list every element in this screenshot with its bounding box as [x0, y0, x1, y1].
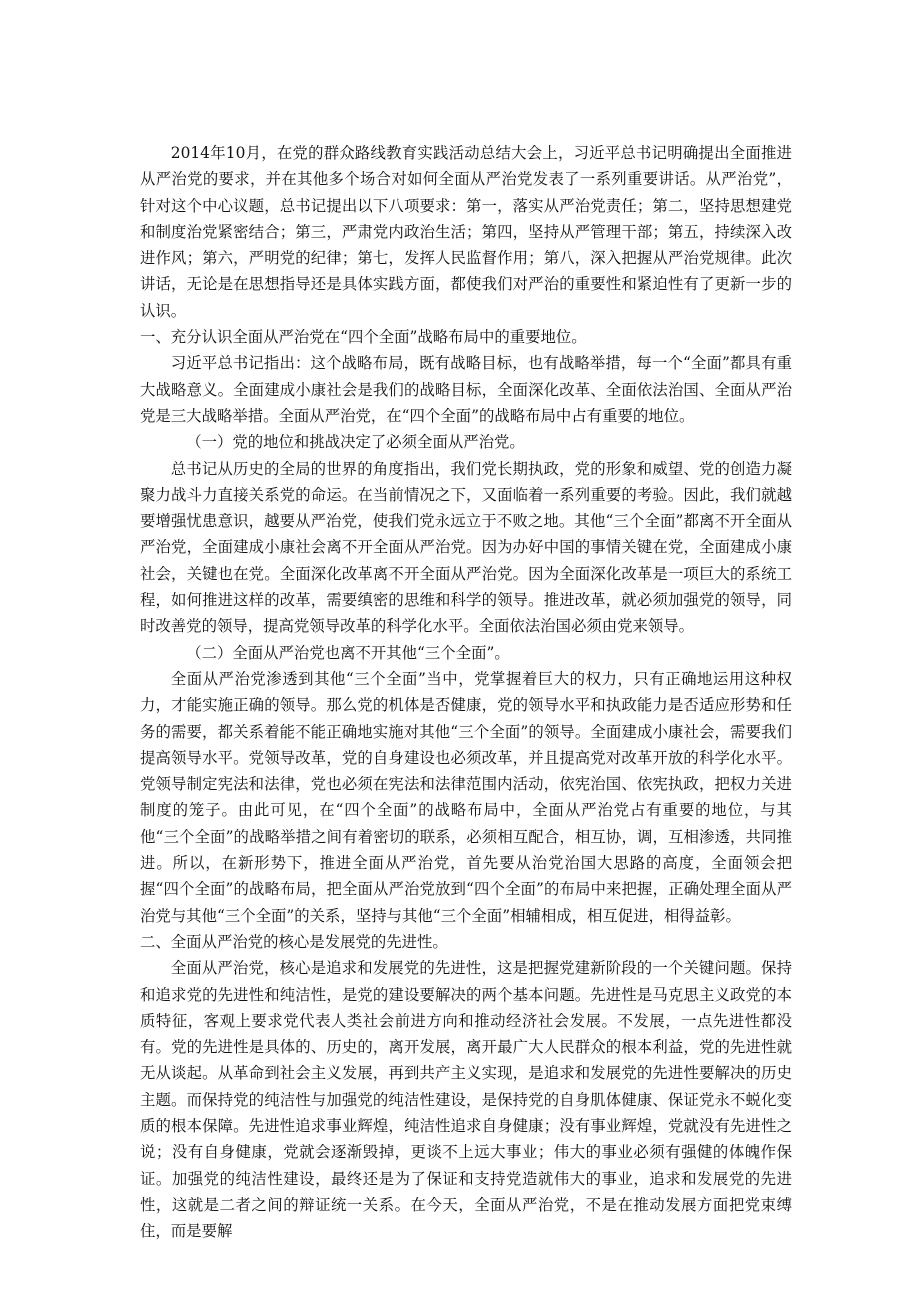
body-paragraph: 全面从严治党，核心是追求和发展党的先进性，这是把握党建新阶段的一个关键问题。保持和追求党的先进性和纯洁性，是党的建设要解决的两个基本问题。先进性是马克思主义政党的本质特征，客观上要求党代表人类社会前进方向和推动经济社会发展。不发展，一点先进性都没有。党的先进性是具体的、历史的，离开发展，离开最广大人民群众的根本利益，党的先进性就无从谈起。从革命到社会主义发展，再到共产主义实现，是追求和发展党的先进性要解决的历史主题。而保持党的纯洁性与加强党的纯洁性建设，是保持党的自身肌体健康、保证党永不蜕化变质的根本保障。先进性追求事业辉煌，纯洁性追求自身健康；没有事业辉煌，党就没有先进性之说；没有自身健康，党就会逐渐毁掉，更谈不上远大事业；伟大的事业必须有强健的体魄作保证。加强党的纯洁性建设，最终还是为了保证和支持党造就伟大的事业，追求和发展党的先进性，这就是二者之间的辩证统一关系。在今天，全面从严治党，不是在推动发展方面把党束缚住，而是要解: [140, 959, 792, 1241]
body-paragraph: 习近平总书记指出：这个战略布局，既有战略目标，也有战略举措，每一个“全面”都具有重大战略意义。全面建成小康社会是我们的战略目标，全面深化改革、全面依法治国、全面从严治党是三大战略举措。全面从严治党，在“四个全面”的战略布局中占有重要的地位。: [140, 354, 792, 425]
subsection-heading-1: （一）党的地位和挑战决定了必须全面从严治党。: [186, 433, 525, 452]
body-paragraph: 全面从严治党渗透到其他“三个全面”当中，党掌握着巨大的权力，只有正确地运用这种权力，才能实施正确的领导。那么党的机体是否健康，党的领导水平和执政能力是否适应形势和任务的需要，都关系着能不能正确地实施对其他“三个全面”的领导。全面建成小康社会，需要我们提高领导水平。党领导改革，党的自身建设也必须改革，并且提高党对改革开放的科学化水平。党领导制定宪法和法律，党也必须在宪法和法律范围内活动，依宪治国、依宪执政，把权力关进制度的笼子。由此可见，在“四个全面”的战略布局中，全面从严治党占有重要的地位，与其他“三个全面”的战略举措之间有着密切的联系，必须相互配合，相互协，调，互相渗透，共同推进。所以，在新形势下，推进全面从严治党，首先要从治党治国大思路的高度，全面领会把握“四个全面”的战略布局，把全面从严治党放到“四个全面”的布局中来把握，正确处理全面从严治党与其他“三个全面”的关系，坚持与其他“三个全面”相辅相成，相互促进，相得益彰。: [140, 669, 792, 925]
subsection-heading-2: （二）全面从严治党也离不开其他“三个全面”。: [186, 643, 510, 662]
document-page: [140, 140, 792, 1244]
intro-paragraph: 2014年10月，在党的群众路线教育实践活动总结大会上，习近平总书记明确提出全面推进从严治党的要求，并在其他多个场合对如何全面从严治党发表了一系列重要讲话。从严治党”，针对这个中心议题，总书记提出以下八项要求：第一，落实从严治党责任；第二，坚持思想建党和制度治党紧密结合；第三，严肃党内政治生活；第四，坚持从严管理干部；第五，持续深入改进作风；第六，严明党的纪律；第七，发挥人民监督作用；第八，深入把握从严治党规律。此次讲话，无论是在思想指导还是具体实践方面，都使我们对严治的重要性和紧迫性有了更新一步的认识。: [140, 144, 792, 320]
section-heading-1: 一、充分认识全面从严治党在“四个全面”战略布局中的重要地位。: [140, 328, 587, 347]
body-paragraph: 总书记从历史的全局的世界的角度指出，我们党长期执政，党的形象和威望、党的创造力凝聚力战斗力直接关系党的命运。在当前情况之下，又面临着一系列重要的考验。因此，我们就越要增强忧患意识，越要从严治党，使我们党永远立于不败之地。其他“三个全面”都离不开全面从严治党，全面建成小康社会离不开全面从严治党。因为办好中国的事情关键在党，全面建成小康社会，关键也在党。全面深化改革离不开全面从严治党。因为全面深化改革是一项巨大的系统工程，如何推进这样的改革，需要缜密的思维和科学的领导。推进改革，就必须加强党的领导，同时改善党的领导，提高党领导改革的科学化水平。全面依法治国必须由党来领导。: [140, 459, 792, 636]
section-heading-2: 二、全面从严治党的核心是发展党的先进性。: [140, 932, 448, 951]
